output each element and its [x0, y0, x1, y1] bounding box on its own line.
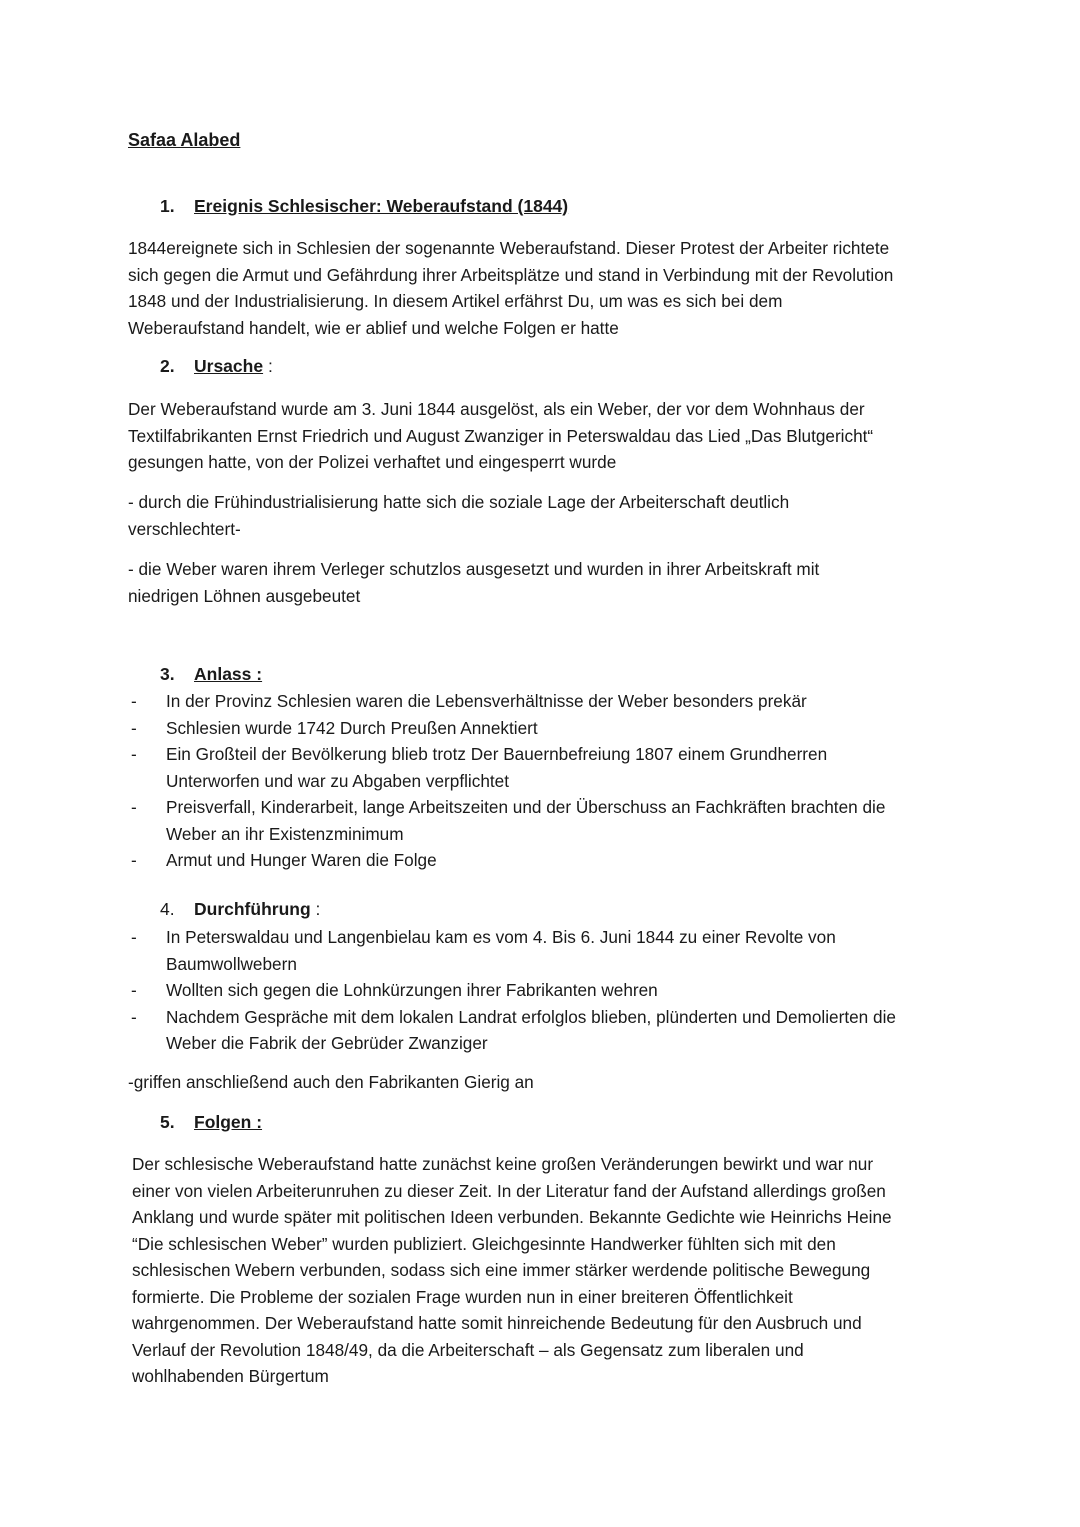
list-item	[128, 715, 968, 742]
paragraph-line: 1844ereignete sich in Schlesien der sogenannte Weberaufstand. Dieser Protest der Arbeiter richtete	[128, 238, 890, 258]
paragraph-line: Textilfabrikanten Ernst Friedrich und August Zwanziger in Peterswaldau das Lied „Das Blutgericht“	[128, 425, 874, 446]
note-line: verschlechtert-	[128, 518, 241, 539]
paragraph-line: Der schlesische Weberaufstand hatte zunächst keine großen Veränderungen bewirkt und war nur	[132, 1154, 874, 1174]
section-3-title: Anlass :	[194, 664, 263, 684]
section-4-number: 4.	[160, 899, 175, 919]
paragraph-line: formierte. Die Probleme der sozialen Frage wurden nun in einer breiteren Öffentlichkeit	[132, 1286, 793, 1307]
list-item	[128, 977, 968, 1004]
section-5-paragraph	[132, 1151, 962, 1390]
section-1-paragraph	[128, 235, 958, 341]
section-2-note-2	[128, 556, 958, 609]
section-4-suffix: :	[310, 899, 321, 919]
paragraph-line: sich gegen die Armut und Gefährdung ihrer Arbeitsplätze und stand in Verbindung mit der Revolution	[128, 264, 894, 285]
list-item	[128, 924, 968, 977]
list-item-line: Weber die Fabrik der Gebrüder Zwanziger	[166, 1033, 488, 1053]
bullet-dash: -	[131, 1006, 137, 1027]
section-2-note-1	[128, 489, 958, 542]
paragraph-line: Der Weberaufstand wurde am 3. Juni 1844 ausgelöst, als ein Weber, der vor dem Wohnhaus der	[128, 399, 865, 419]
section-4-heading	[160, 899, 320, 920]
section-2-heading	[160, 356, 273, 377]
paragraph-line: gesungen hatte, von der Polizei verhaftet und eingesperrt wurde	[128, 452, 617, 472]
bullet-dash: -	[131, 744, 137, 764]
author-name: Safaa Alabed	[128, 130, 241, 150]
paragraph-line: “Die schlesischen Weber” wurden publiziert. Gleichgesinnte Handwerker fühlten sich mit den	[132, 1233, 836, 1254]
bullet-dash: -	[131, 717, 137, 738]
list-item	[128, 688, 968, 715]
list-item-line: Baumwollwebern	[166, 953, 297, 974]
paragraph-line: Verlauf der Revolution 1848/49, da die Arbeiterschaft – als Gegensatz zum liberalen und	[132, 1339, 804, 1360]
section-1-number: 1.	[160, 196, 175, 216]
list-item-line: Ein Großteil der Bevölkerung blieb trotz Der Bauernbefreiung 1807 einem Grundherren	[166, 744, 828, 764]
note-line: niedrigen Löhnen ausgebeutet	[128, 585, 361, 606]
note-line: - durch die Frühindustrialisierung hatte sich die soziale Lage der Arbeiterschaft deutlich	[128, 492, 790, 512]
list-item-line: Wollten sich gegen die Lohnkürzungen ihrer Fabrikanten wehren	[166, 980, 658, 1000]
paragraph-line: einer von vielen Arbeiterunruhen zu dieser Zeit. In der Literatur fand der Aufstand allerdings großen	[132, 1180, 886, 1201]
section-2-paragraph	[128, 396, 958, 476]
section-2-title: Ursache	[194, 356, 264, 376]
bullet-dash: -	[131, 797, 137, 817]
paragraph-line: wahrgenommen. Der Weberaufstand hatte somit hinreichende Bedeutung für den Ausbruch und	[132, 1313, 862, 1333]
section-5-title: Folgen :	[194, 1112, 263, 1132]
paragraph-line: -griffen anschließend auch den Fabrikanten Gierig an	[128, 1072, 534, 1092]
list-item	[128, 794, 968, 847]
list-item-line: Schlesien wurde 1742 Durch Preußen Annektiert	[166, 717, 538, 738]
section-1-heading	[160, 196, 568, 217]
section-1-title: Ereignis Schlesischer: Weberaufstand (1844)	[194, 196, 569, 216]
bullet-dash: -	[131, 850, 137, 870]
list-item	[128, 847, 968, 874]
paragraph-line: Weberaufstand handelt, wie er ablief und welche Folgen er hatte	[128, 317, 619, 338]
list-item-line: Nachdem Gespräche mit dem lokalen Landrat erfolglos blieben, plünderten und Demolierten die	[166, 1006, 896, 1027]
paragraph-line: schlesischen Webern verbunden, sodass sich eine immer stärker werdende politische Bewegung	[132, 1260, 871, 1280]
section-2-suffix: :	[263, 356, 273, 376]
bullet-dash: -	[131, 980, 137, 1000]
paragraph-line: 1848 und der Industrialisierung. In diesem Artikel erfährst Du, um was es sich bei dem	[128, 291, 783, 311]
list-item-line: In Peterswaldau und Langenbielau kam es vom 4. Bis 6. Juni 1844 zu einer Revolte von	[166, 927, 836, 947]
bullet-dash: -	[131, 691, 137, 711]
list-item-line: Armut und Hunger Waren die Folge	[166, 850, 437, 870]
section-3-list	[128, 688, 968, 874]
list-item-line: In der Provinz Schlesien waren die Lebensverhältnisse der Weber besonders prekär	[166, 691, 807, 711]
note-line: - die Weber waren ihrem Verleger schutzlos ausgesetzt und wurden in ihrer Arbeitskraft mit	[128, 559, 820, 579]
list-item-line: Unterworfen und war zu Abgaben verpflichtet	[166, 770, 509, 791]
bullet-dash: -	[131, 927, 137, 947]
section-5-number: 5.	[160, 1112, 175, 1132]
section-5-heading	[160, 1112, 262, 1133]
paragraph-line: Anklang und wurde später mit politischen Ideen verbunden. Bekannte Gedichte wie Heinrichs Heine	[132, 1207, 892, 1227]
section-3-number: 3.	[160, 664, 175, 684]
list-item	[128, 1004, 968, 1057]
section-4-list	[128, 924, 968, 1057]
list-item-line: Weber an ihr Existenzminimum	[166, 823, 404, 844]
list-item-line: Preisverfall, Kinderarbeit, lange Arbeitszeiten und der Überschuss an Fachkräften brachten die	[166, 797, 886, 817]
paragraph-line: wohlhabenden Bürgertum	[132, 1366, 329, 1386]
section-4-title: Durchführung	[194, 899, 311, 919]
section-3-heading	[160, 664, 262, 685]
section-4-after-text	[128, 1069, 958, 1096]
section-2-number: 2.	[160, 356, 175, 376]
list-item	[128, 741, 968, 794]
